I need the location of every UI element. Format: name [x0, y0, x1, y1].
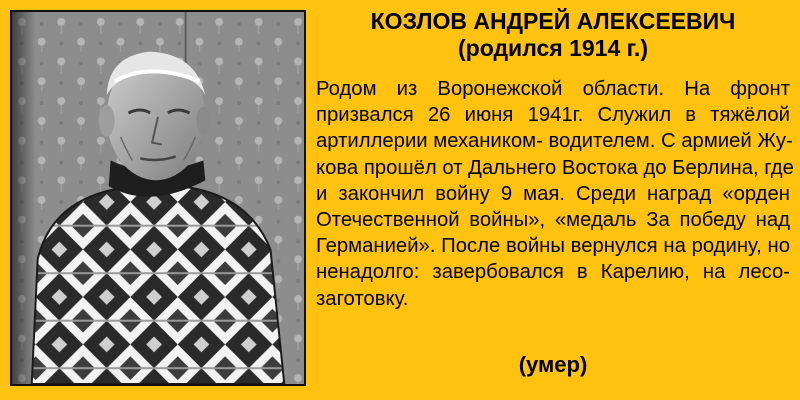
- biography-text: [316, 76, 794, 312]
- biography-line: Родом из Воронежской области. На фронт: [316, 78, 790, 100]
- biography-line: Отечественной войны», «медаль За победу над: [316, 209, 790, 232]
- biography-line: Германией». После войны вернулся на родину, но: [316, 235, 790, 258]
- biography-line: призвался 26 июня 1941г. Служил в тяжёлой: [316, 104, 790, 127]
- biography-line: ненадолго: завербовался в Карелию, на лесо-: [316, 261, 790, 284]
- biography-line: кова прошёл от Дальнего Востока до Берлина, где: [316, 156, 794, 179]
- biography-line: артиллерии механиком- водителем. С армией Жу-: [316, 130, 793, 153]
- portrait-image: [12, 12, 304, 384]
- info-panel: [316, 8, 794, 312]
- birth-year: (родился 1914 г.): [458, 35, 648, 61]
- person-name: КОЗЛОВ АНДРЕЙ АЛЕКСЕЕВИЧ: [370, 8, 736, 34]
- biography-line: заготовку.: [316, 287, 409, 310]
- biography-line: и закончил войну 9 мая. Среди наград «орден: [316, 182, 790, 205]
- portrait-photo: [10, 10, 306, 386]
- death-status: (умер): [518, 352, 588, 377]
